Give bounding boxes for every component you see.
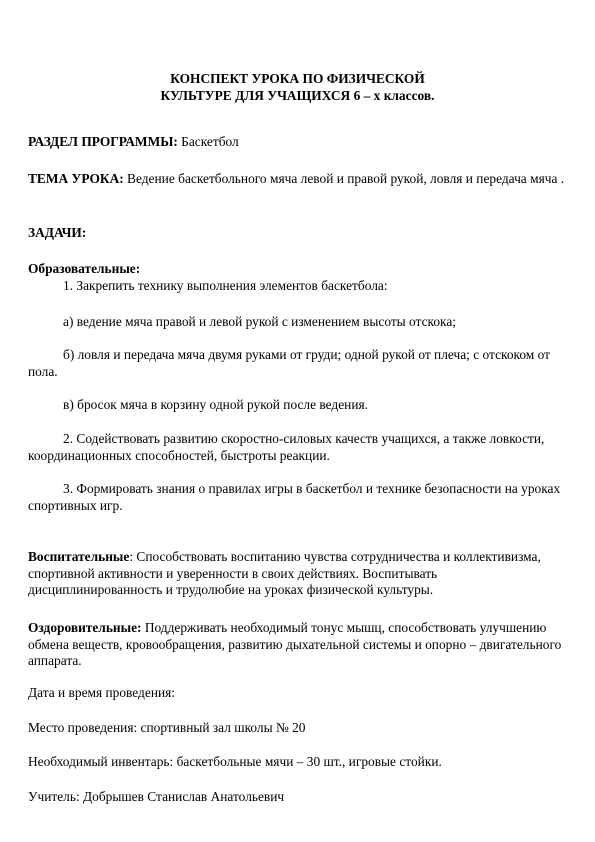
date-time-line: Дата и время проведения: bbox=[28, 685, 176, 700]
upbringing-value: : Способствовать воспитанию чувства сотрудничества и коллективизма, спортивной активности и уверенности в своих действиях. Воспитывать дисциплинированность и трудолюбие на уроках физической культуры. bbox=[28, 549, 541, 597]
tasks-label: ЗАДАЧИ: bbox=[28, 225, 87, 240]
equipment-line: Необходимый инвентарь: баскетбольные мячи – 30 шт., игровые стойки. bbox=[28, 754, 442, 769]
program-section-value: Баскетбол bbox=[177, 134, 239, 149]
upbringing-tasks bbox=[28, 549, 568, 599]
lesson-topic-label: ТЕМА УРОКА: bbox=[28, 171, 124, 186]
health-tasks bbox=[28, 620, 568, 670]
educational-item: 1. Закрепить технику выполнения элементов баскетбола: bbox=[63, 278, 388, 293]
educational-item: а) ведение мяча правой и левой рукой с изменением высоты отскока; bbox=[63, 314, 456, 329]
educational-item: б) ловля и передача мяча двумя руками от груди; одной рукой от плеча; с отскоком от пола. bbox=[28, 347, 550, 379]
health-label: Оздоровительные: bbox=[28, 620, 142, 635]
health-value: Поддерживать необходимый тонус мышц, способствовать улучшению обмена веществ, кровообращения, развитию дыхательной системы и опорно – двигательного аппарата. bbox=[28, 620, 562, 668]
title-line-1: КОНСПЕКТ УРОКА ПО ФИЗИЧЕСКОЙ bbox=[170, 71, 425, 86]
educational-heading bbox=[28, 261, 568, 278]
lesson-topic-value: Ведение баскетбольного мяча левой и правой рукой, ловля и передача мяча . bbox=[123, 171, 565, 186]
program-section-label: РАЗДЕЛ ПРОГРАММЫ: bbox=[28, 134, 178, 149]
lesson-topic bbox=[28, 171, 568, 188]
program-section bbox=[28, 134, 568, 151]
place-line: Место проведения: спортивный зал школы № 20 bbox=[28, 720, 306, 735]
educational-item: 2. Содействовать развитию скоростно-силовых качеств учащихся, а также ловкости, координационных способностей, быстроты реакции. bbox=[28, 431, 545, 463]
upbringing-label: Воспитательные bbox=[28, 549, 130, 564]
title-line-2: КУЛЬТУРЕ ДЛЯ УЧАЩИХСЯ 6 – х классов. bbox=[160, 87, 435, 103]
educational-item: 3. Формировать знания о правилах игры в баскетбол и технике безопасности на уроках спортивных игр. bbox=[28, 481, 561, 513]
teacher-line: Учитель: Добрышев Станислав Анатольевич bbox=[28, 789, 285, 804]
educational-label: Образовательные: bbox=[28, 261, 141, 276]
educational-item: в) бросок мяча в корзину одной рукой после ведения. bbox=[63, 397, 368, 412]
document-title bbox=[0, 71, 595, 104]
tasks-heading bbox=[28, 225, 568, 242]
